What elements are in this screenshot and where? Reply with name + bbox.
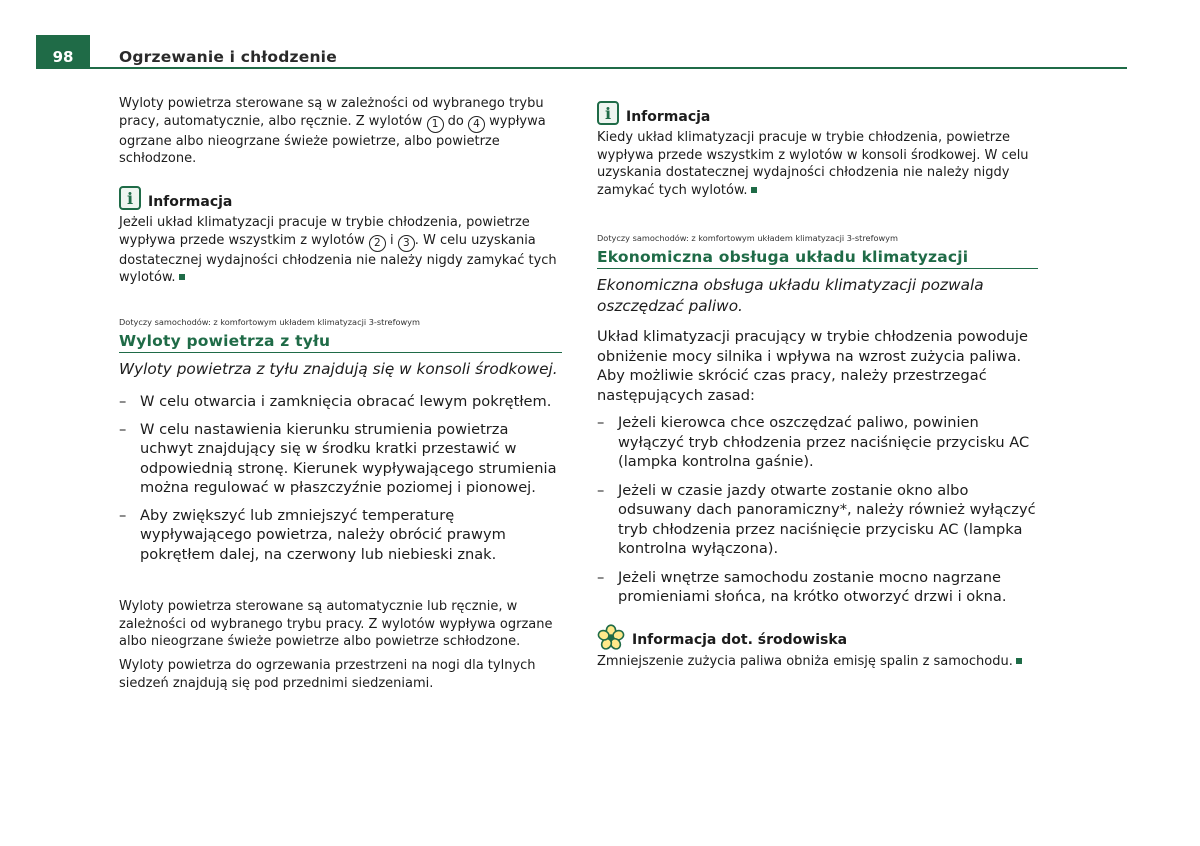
text-run: wypływa ogrzane albo nieogrzane świeże powietrze, albo powietrze schłodzone. bbox=[119, 113, 546, 166]
section-intro: Ekonomiczna obsługa układu klimatyzacji pozwala oszczędzać paliwo. bbox=[597, 276, 984, 315]
info-heading bbox=[119, 186, 562, 210]
end-marker bbox=[751, 187, 757, 193]
steps-list bbox=[119, 392, 562, 564]
list-item bbox=[119, 392, 562, 412]
info-title: Informacja bbox=[626, 109, 711, 125]
environment-text bbox=[597, 653, 1040, 671]
section-intro: Wyloty powietrza z tyłu znajdują się w konsoli środkowej. bbox=[119, 360, 558, 378]
list-item bbox=[119, 420, 562, 498]
info-box bbox=[597, 101, 1040, 199]
list-item-text: – W celu nastawienia kierunku strumienia powietrza uchwyt znajdujący się w środku kratki przestawić w odpowiednią stronę. Kierunek wypływającego strumienia można regulować w płaszczyźnie poziomej i pionowej. bbox=[140, 420, 557, 496]
callout-number: 4 bbox=[468, 116, 485, 133]
text-run: do bbox=[443, 113, 469, 129]
steps-list bbox=[597, 413, 1040, 607]
flower-icon bbox=[597, 624, 625, 650]
applicability-note: Dotyczy samochodów: z komfortowym układem klimatyzacji 3-strefowym bbox=[119, 317, 420, 327]
list-item bbox=[597, 481, 1040, 559]
environment-box bbox=[597, 624, 1040, 671]
section-body: Układ klimatyzacji pracujący w trybie chłodzenia powoduje obniżenie mocy silnika i wpływa na wzrost zużycia paliwa. Aby możliwie skrócić czas pracy, należy przestrzegać następujących zasad: bbox=[597, 328, 1028, 404]
list-item-text: – Jeżeli wnętrze samochodu zostanie mocno nagrzane promieniami słońca, na krótko otworzyć drzwi i okna. bbox=[618, 568, 1007, 605]
list-item bbox=[597, 568, 1040, 607]
end-marker bbox=[1016, 658, 1022, 664]
info-icon: i bbox=[119, 186, 141, 210]
list-item-text: – W celu otwarcia i zamknięcia obracać lewym pokrętłem. bbox=[140, 393, 552, 410]
header-divider bbox=[90, 67, 1127, 69]
applicability-note: Dotyczy samochodów: z komfortowym układem klimatyzacji 3-strefowym bbox=[597, 233, 898, 243]
section-title: Wyloty powietrza z tyłu bbox=[119, 332, 562, 353]
info-heading bbox=[597, 101, 1040, 125]
paragraph: Wyloty powietrza sterowane są automatycznie lub ręcznie, w zależności od wybranego trybu pracy. Z wylotów wypływa ogrzane albo nieogrzane świeże powietrze albo powietrze schłodzone. bbox=[119, 599, 553, 649]
callout-number: 3 bbox=[398, 235, 415, 252]
intro-paragraph bbox=[119, 95, 559, 168]
environment-heading bbox=[597, 624, 1040, 650]
list-item-text: – Jeżeli w czasie jazdy otwarte zostanie okno albo odsuwany dach panoramiczny*, należy również wyłączyć tryb chłodzenia przez naciśnięcie przycisku AC (lampka kontrolna wyłączona). bbox=[618, 481, 1036, 557]
info-box bbox=[119, 186, 562, 287]
text-run: Jeżeli układ klimatyzacji pracuje w trybie chłodzenia, powietrze wypływa przede wszystkim z wylotów bbox=[119, 215, 530, 248]
paragraph: Wyloty powietrza do ogrzewania przestrzeni na nogi dla tylnych siedzeń znajdują się pod przednimi siedzeniami. bbox=[119, 658, 536, 691]
list-item-text: – Aby zwiększyć lub zmniejszyć temperaturę wypływającego powietrza, należy obrócić prawym pokrętłem dalej, na czerwony lub niebieski znak. bbox=[140, 506, 506, 563]
text-run: i bbox=[385, 232, 398, 248]
environment-title: Informacja dot. środowiska bbox=[632, 632, 848, 648]
end-marker bbox=[179, 274, 185, 280]
text-run: . W celu uzyskania dostatecznej wydajności chłodzenia nie należy nigdy zamykać tych wylotów. bbox=[119, 232, 557, 285]
page-header-title: Ogrzewanie i chłodzenie bbox=[119, 48, 337, 66]
info-text bbox=[597, 129, 1040, 199]
text-run: Wyloty powietrza sterowane są w zależności od wybranego trybu pracy, automatycznie, albo ręcznie. Z wylotów bbox=[119, 96, 544, 129]
info-title: Informacja bbox=[148, 194, 233, 210]
list-item bbox=[119, 506, 562, 565]
callout-number: 1 bbox=[427, 116, 444, 133]
info-text bbox=[119, 214, 562, 287]
page-number: 98 bbox=[52, 48, 74, 66]
section-title: Ekonomiczna obsługa układu klimatyzacji bbox=[597, 248, 1038, 269]
list-item-text: – Jeżeli kierowca chce oszczędzać paliwo, powinien wyłączyć tryb chłodzenia przez naciśnięcie przycisku AC (lampka kontrolna gaśnie). bbox=[618, 414, 1030, 470]
info-icon: i bbox=[597, 101, 619, 125]
text-run: Zmniejszenie zużycia paliwa obniża emisję spalin z samochodu. bbox=[597, 654, 1013, 669]
text-run: Kiedy układ klimatyzacji pracuje w trybie chłodzenia, powietrze wypływa przede wszystkim z wylotów w konsoli środkowej. W celu uzyskania dostatecznej wydajności chłodzenia nie należy nigdy zamykać tych wylotów. bbox=[597, 130, 1029, 198]
callout-number: 2 bbox=[369, 235, 386, 252]
list-item bbox=[597, 413, 1040, 472]
